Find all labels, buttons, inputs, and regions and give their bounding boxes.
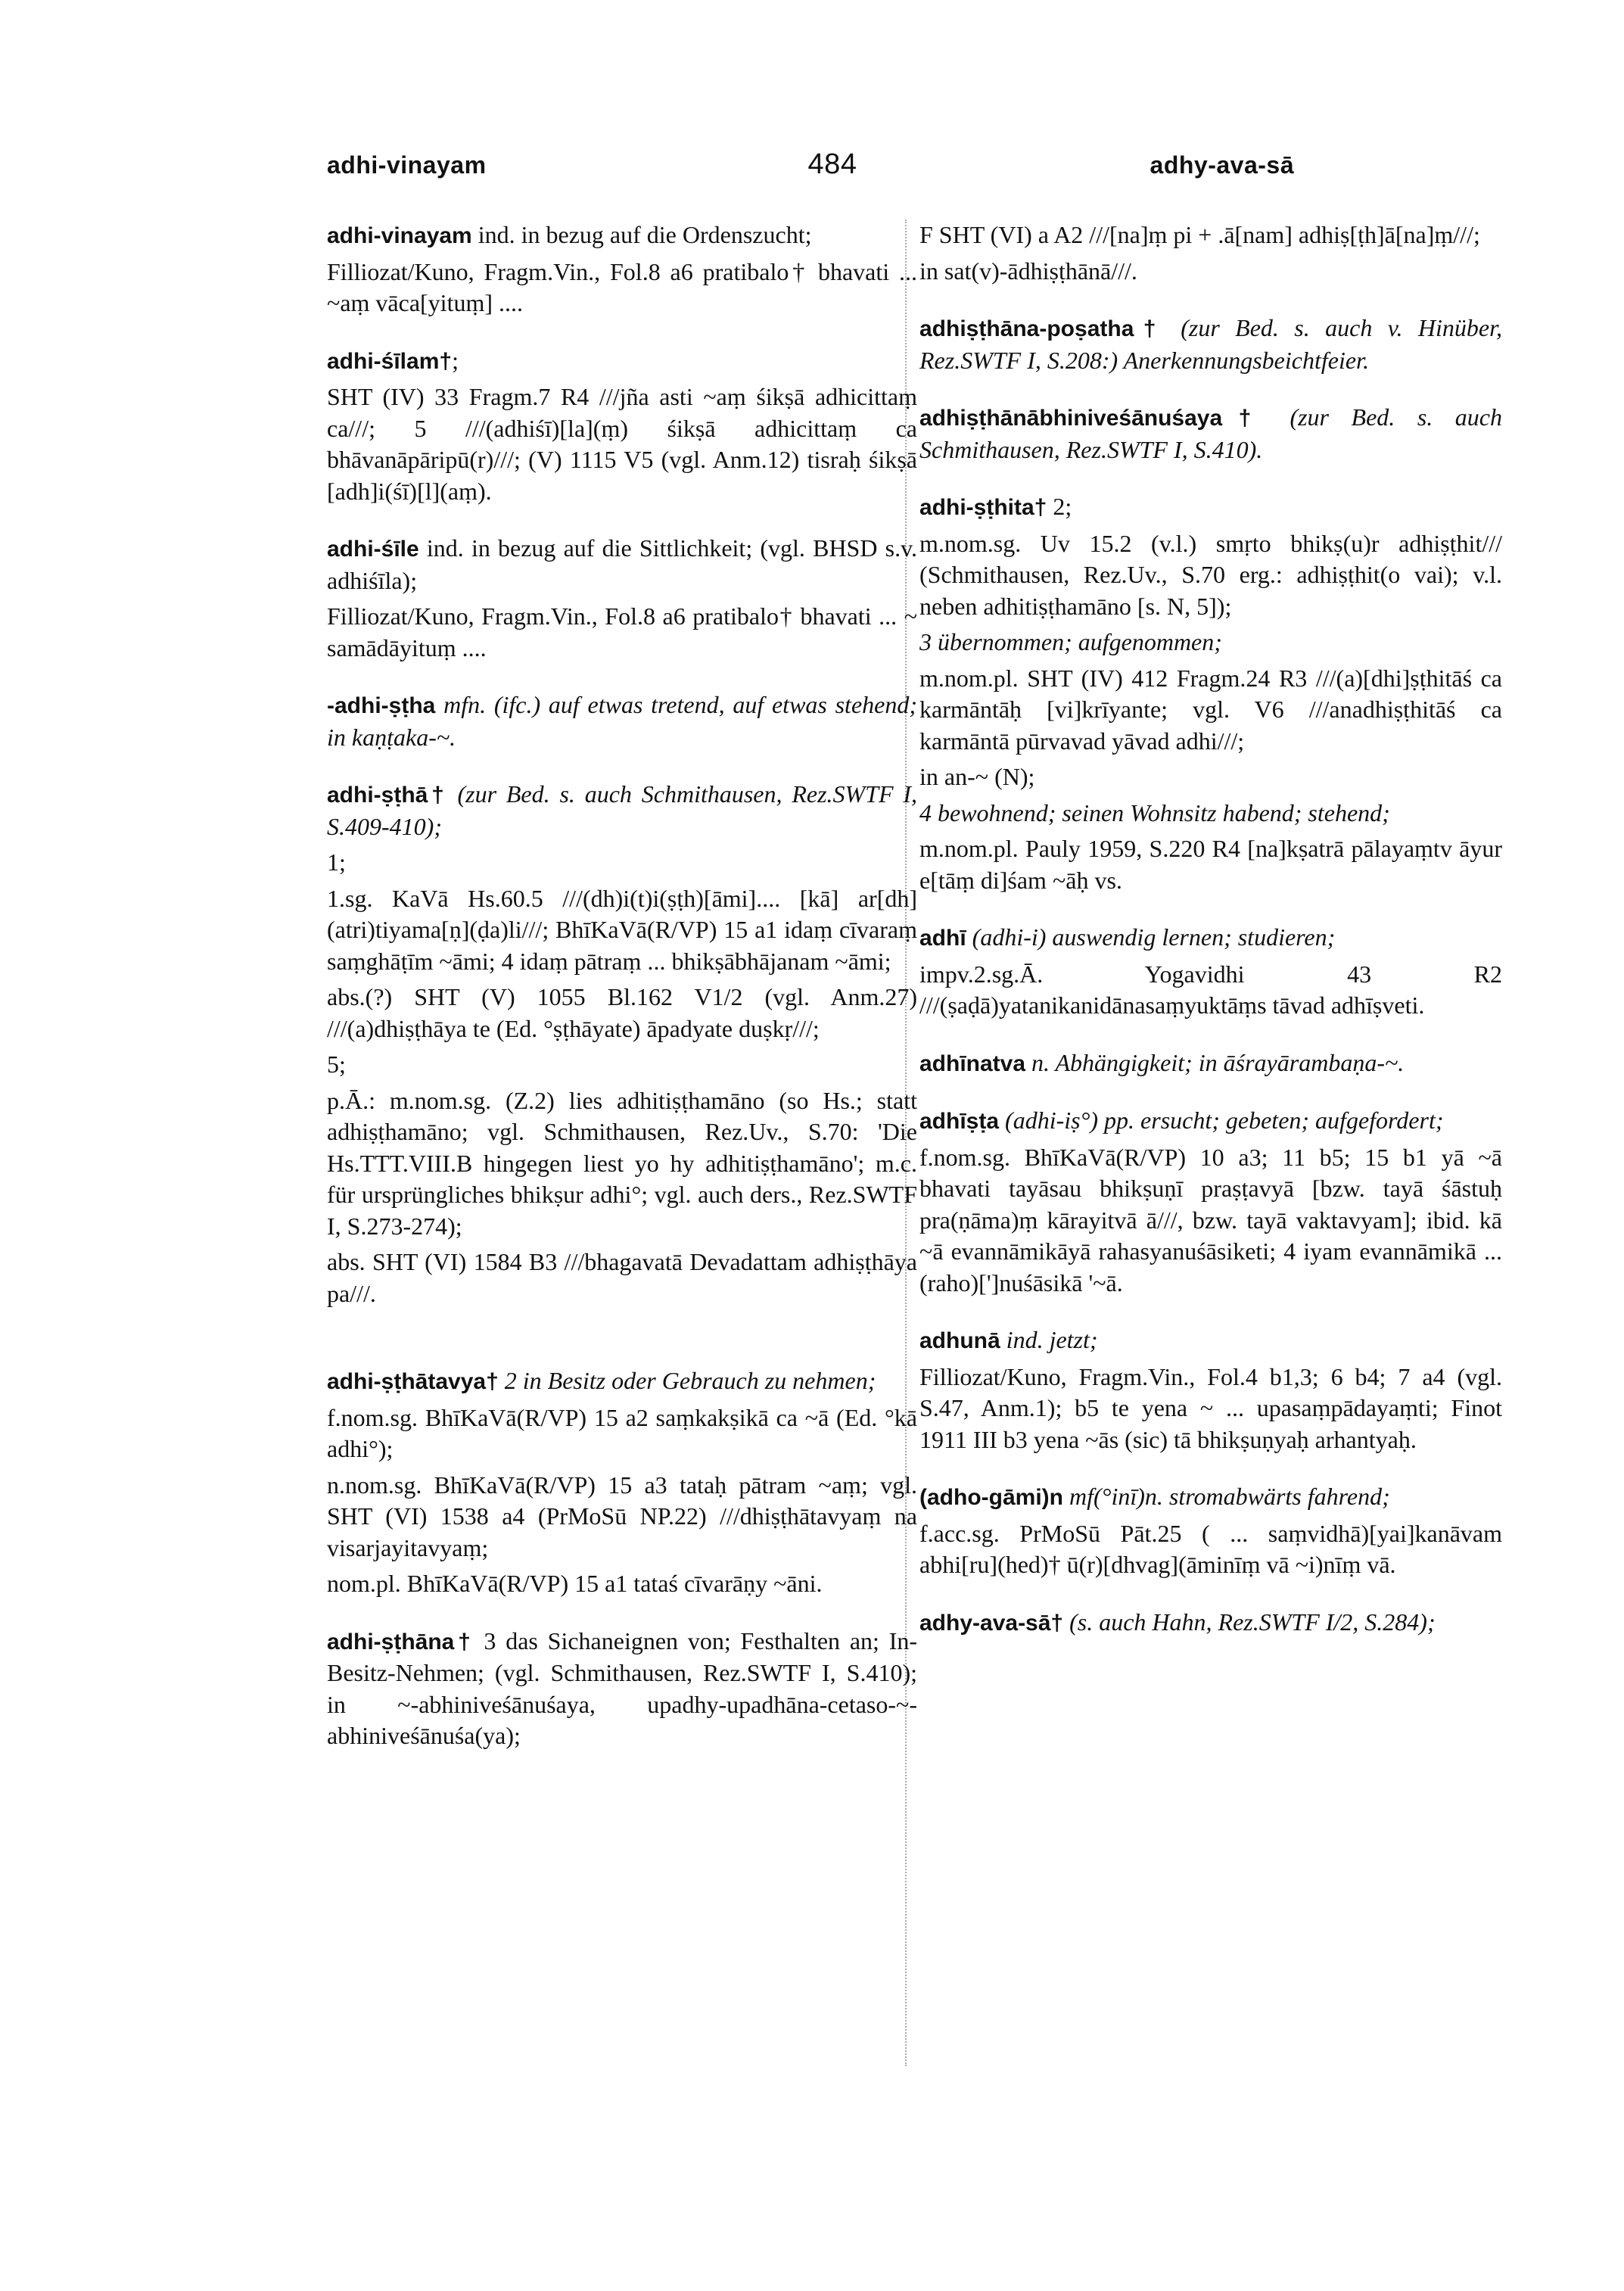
citation-line: SHT (IV) 33 Fragm.7 R4 ///jña asti ~aṃ śikṣā adhicittaṃ ca///; 5 ///(adhiśī)[la](ṃ) śikṣā adhicittaṃ ca bhāvanāpāripū(r)///; (V) 1115 V5 (vgl. Anm.12) tisraḥ śikṣā [adh]i(śī)[l](aṃ). — [327, 383, 917, 505]
citation-line: impv.2.sg.Ā. Yogavidhi 43 R2 ///(ṣaḍā)yatanikanidānasaṃyuktāṃs tāvad adhīṣveti. — [919, 960, 1502, 1019]
citation-line: in an-~ (N); — [919, 763, 1035, 790]
entry-definition: mf(°inī)n. stromabwärts fahrend; — [1069, 1483, 1390, 1510]
dictionary-entry — [919, 1324, 1502, 1455]
citation-line: m.nom.pl. Pauly 1959, S.220 R4 [na]kṣatrā pālayaṃtv āyur e[tāṃ di]śam ~āḥ vs. — [919, 835, 1502, 894]
headword: adhi-ṣṭhātavya† — [327, 1369, 499, 1394]
citation-line: abs. SHT (VI) 1584 B3 ///bhagavatā Devadattam adhiṣṭhāya pa///. — [327, 1248, 917, 1307]
entry-definition: ind. in bezug auf die Ordenszucht; — [478, 221, 812, 248]
dictionary-entry — [919, 1105, 1502, 1299]
entry-definition: (adhi-i) auswendig lernen; studieren; — [972, 923, 1336, 951]
citation-line: f.acc.sg. PrMoSū Pāt.25 ( ... saṃvidhā)[yai]kanāvam abhi[ru](hed)† ū(r)[dhvag](āminīṃ vā ~i)nīṃ vā. — [919, 1519, 1502, 1578]
dictionary-entry — [327, 533, 917, 664]
headword: adhiṣṭhānābhiniveśānuśaya† — [919, 406, 1268, 431]
citation-line: nom.pl. BhīKaVā(R/VP) 15 a1 tataś cīvarāṇy ~āni. — [327, 1570, 823, 1597]
headword: adhi-ṣṭhā† — [327, 783, 448, 808]
headword: adhi-ṣṭhāna† — [327, 1629, 474, 1654]
right-column — [919, 219, 1502, 1664]
citation-line: F SHT (VI) a A2 ///[na]ṃ pi + .ā[nam] adhiṣ[ṭh]ā[na]ṃ///; — [919, 221, 1480, 248]
dictionary-entry — [919, 1481, 1502, 1581]
dictionary-entry — [327, 689, 917, 753]
entry-definition: (zur Bed. s. auch Schmithausen, Rez.SWTF I, S.410). — [919, 403, 1503, 463]
headword: adhi-ṣṭhita† — [919, 495, 1047, 520]
citation-line: abs.(?) SHT (V) 1055 Bl.162 V1/2 (vgl. Anm.27) ///(a)dhiṣṭhāya te (Ed. °ṣṭhāyate) āpadyate duṣkṛ///; — [327, 983, 917, 1042]
entry-definition: n. Abhängigkeit; in āśrayārambaṇa-~. — [1031, 1048, 1405, 1076]
dictionary-entry — [919, 1047, 1502, 1080]
citation-line: Filliozat/Kuno, Fragm.Vin., Fol.8 a6 pratibalo† bhavati ... ~aṃ vāca[yituṃ] .... — [327, 257, 917, 316]
left-column — [327, 219, 917, 1778]
page-number: 484 — [807, 148, 857, 180]
entry-definition: (s. auch Hahn, Rez.SWTF I/2, S.284); — [1069, 1608, 1436, 1636]
citation-line: f.nom.sg. BhīKaVā(R/VP) 10 a3; 11 b5; 15 b1 yā ~ā bhavati tayāsau bhikṣuṇī praṣṭavyā [bzw. tayā śāstuḥ pra(ṇāma)ṃ kārayitvā ā///, bzw. tayā vaktavyam]; ibid. kā ~ā evannāmikāyā rahasyanuśāsiketi; 4 iyam evannāmikā ... (raho)[']nuśāsikā '~ā. — [919, 1143, 1502, 1296]
headword: adhīnatva — [919, 1051, 1026, 1076]
dictionary-entry — [327, 1626, 917, 1752]
citation-line: 1; — [327, 848, 346, 876]
dictionary-entry — [327, 219, 917, 319]
dictionary-entry — [919, 1607, 1502, 1639]
citation-line: 5; — [327, 1051, 346, 1078]
headword: adhi-vinayam — [327, 223, 472, 248]
entry-definition: (adhi-iṣ°) pp. ersucht; gebeten; aufgefordert; — [1005, 1107, 1444, 1134]
headword: adhi-śīlam† — [327, 348, 453, 374]
citation-line: Filliozat/Kuno, Fragm.Vin., Fol.8 a6 pratibalo† bhavati ... ~ samādāyituṃ .... — [327, 602, 917, 661]
entry-definition: (zur Bed. s. auch Schmithausen, Rez.SWTF I, S.409-410); — [327, 780, 918, 840]
entry-definition: 2 in Besitz oder Gebrauch zu nehmen; — [504, 1367, 876, 1394]
dictionary-entry — [327, 1365, 917, 1600]
dictionary-entry — [919, 313, 1502, 376]
citation-line: m.nom.sg. Uv 15.2 (v.l.) smṛto bhikṣ(u)r adhiṣṭhit/// (Schmithausen, Rez.Uv., S.70 erg.: adhiṣṭhit(o vai); v.l. neben adhitiṣṭhamāno [s. N, 5]); — [919, 529, 1502, 620]
headword: adhunā — [919, 1328, 1000, 1353]
dictionary-entry — [919, 491, 1502, 896]
entry-definition: ind. in bezug auf die Sittlichkeit; (vgl. BHSD s.v. adhiśīla); — [327, 534, 917, 594]
citation-line: n.nom.sg. BhīKaVā(R/VP) 15 a3 tataḥ pātram ~aṃ; vgl. SHT (VI) 1538 a4 (PrMoSū NP.22) ///dhiṣṭhātavyaṃ na visarjayitavyaṃ; — [327, 1471, 917, 1561]
headword: adhī — [919, 926, 966, 951]
running-head-right: adhy-ava-sā — [1150, 151, 1294, 179]
entry-definition: ind. jetzt; — [1006, 1326, 1098, 1353]
headword: -adhi-ṣṭha — [327, 693, 436, 718]
citation-line: 1.sg. KaVā Hs.60.5 ///(dh)i(t)i(ṣṭh)[āmi].... [kā] ar[dh](atri)tiyama[ṇ](ḍa)li///; BhīKaVā(R/VP) 15 a1 idaṃ cīvaraṃ saṃghāṭīm ~āmi; 4 idaṃ pātraṃ ... bhikṣābhājanam ~āmi; — [327, 884, 917, 975]
citation-line: p.Ā.: m.nom.sg. (Z.2) lies adhitiṣṭhamāno (so Hs.; statt adhiṣṭhamāno; vgl. Schmithausen, Rez.Uv., S.70: 'Die Hs.TTT.VIII.B hingegen liest yo hy adhitiṣṭhamāno'; m.c. für ursprüngliches bhikṣur adhi°; vgl. auch ders., Rez.SWTF I, S.273-274); — [327, 1086, 917, 1240]
headword: (adho-gāmi)n — [919, 1485, 1063, 1510]
dictionary-entry — [919, 922, 1502, 1022]
headword: adhiṣṭhāna-poṣatha† — [919, 316, 1165, 341]
headword: adhi-śīle — [327, 537, 419, 562]
running-head-left: adhi-vinayam — [327, 151, 487, 179]
citation-line: f.nom.sg. BhīKaVā(R/VP) 15 a2 saṃkakṣikā ca ~ā (Ed. °kā adhi°); — [327, 1403, 917, 1462]
entry-definition: ; — [452, 346, 459, 374]
headword: adhy-ava-sā† — [919, 1610, 1064, 1636]
entry-definition: 2; — [1053, 493, 1072, 520]
citation-line: m.nom.pl. SHT (IV) 412 Fragm.24 R3 ///(a)[dhi]ṣṭhitāś ca karmāntāḥ [vi]krīyante; vgl. V6 ///anadhiṣṭhitāś ca karmāntā pūrvavad yāvad adhi///; — [919, 664, 1502, 755]
dictionary-entry — [919, 402, 1502, 465]
dictionary-entry — [327, 345, 917, 508]
headword: adhīṣṭa — [919, 1109, 1000, 1134]
citation-line: Filliozat/Kuno, Fragm.Vin., Fol.4 b1,3; 6 b4; 7 a4 (vgl. S.47, Anm.1); b5 te yena ~ ... upasaṃpādayaṃti; Finot 1911 III b3 yena ~ās (sic) tā bhikṣuṇyaḥ arhantyaḥ. — [919, 1362, 1502, 1453]
entry-definition: 3 das Sichaneignen von; Festhalten an; In-Besitz-Nehmen; (vgl. Schmithausen, Rez.SWTF I, S.410); in ~-abhiniveśānuśaya, upadhy-upadhāna-cetaso-~-abhiniveśānuśa(ya); — [327, 1626, 918, 1749]
entry-definition: (zur Bed. s. auch v. Hinüber, Rez.SWTF I, S.208:) Anerkennungsbeichtfeier. — [919, 314, 1503, 374]
citation-line: in sat(v)-ādhiṣṭhānā///. — [919, 257, 1137, 285]
entry-definition: mfn. (ifc.) auf etwas tretend, auf etwas stehend; in kaṇṭaka-~. — [327, 691, 918, 751]
dictionary-entry-continuation — [919, 219, 1502, 287]
citation-line: 4 bewohnend; seinen Wohnsitz habend; stehend; — [919, 798, 1390, 826]
citation-line: 3 übernommen; aufgenommen; — [919, 628, 1222, 655]
dictionary-entry — [327, 779, 917, 1309]
